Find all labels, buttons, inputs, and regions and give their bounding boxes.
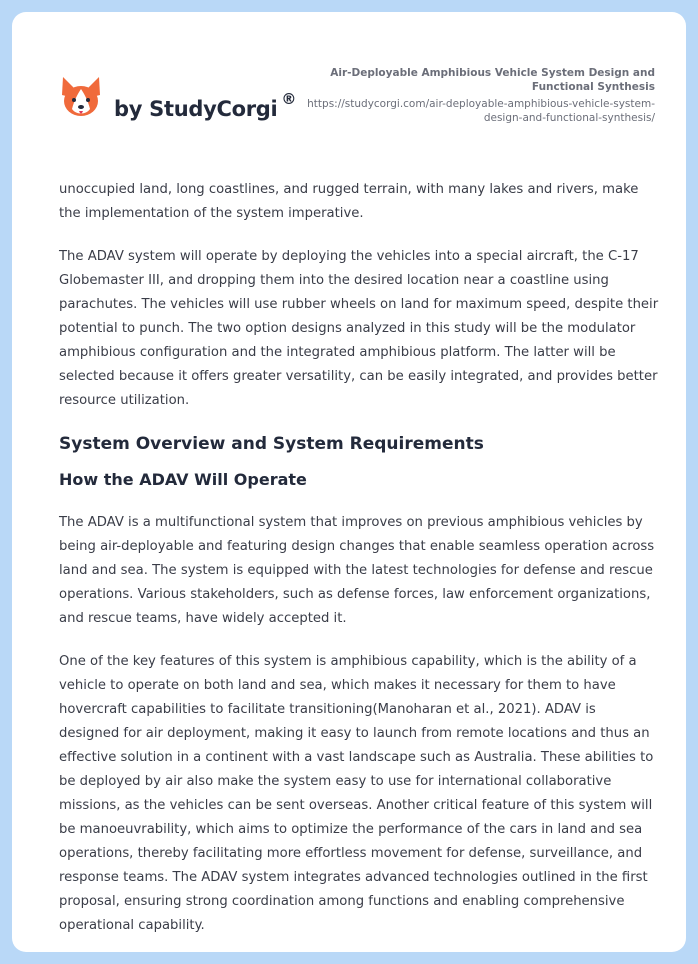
- paragraph: The ADAV is a multifunctional system that improves on previous amphibious vehicles by being air-deployable and featuring design changes that enable seamless operation across land and sea. The system is equipped with the latest technologies for defense and rescue operations. Various stakeholders, such as defense forces, law enforcement organizations, and rescue teams, have widely accepted it.: [59, 515, 655, 626]
- registered-mark: ®: [281, 90, 297, 108]
- corgi-logo-icon[interactable]: [60, 75, 102, 121]
- page-header: [12, 12, 686, 162]
- document-title: Air-Deployable Amphibious Vehicle System Design and Functional Synthesis: [330, 67, 655, 93]
- brand-name[interactable]: [114, 90, 297, 121]
- section-heading: System Overview and System Requirements: [59, 434, 484, 454]
- paragraph: The ADAV system will operate by deploying the vehicles into a special aircraft, the C-17 Globemaster III, and dropping them into the desired location near a coastline using parachutes. The vehicles will use rubber wheels on land for maximum speed, despite their potential to punch. The two option designs analyzed in this study will be the modulator amphibious configuration and the integrated amphibious platform. The latter will be selected because it offers greater versatility, can be easily integrated, and provides better resource utilization.: [59, 249, 659, 408]
- paragraph: One of the key features of this system is amphibious capability, which is the ability of a vehicle to operate on both land and sea, which makes it necessary for them to have hovercraft capabilities to facilitate transitioning(Manoharan et al., 2021). ADAV is designed for air deployment, making it easy to launch from remote locations and thus an effective solution in a continent with a vast landscape such as Australia. These abilities to be deployed by air also make the system easy to use for international collaborative missions, as the vehicles can be sent overseas. Another critical feature of this system will be manoeuvrability, which aims to optimize the performance of the cars in land and sea operations, thereby facilitating more effortless movement for defense, surveillance, and response teams. The ADAV system integrates advanced technologies outlined in the first proposal, ensuring strong coordination among functions and enabling comprehensive operational capability.: [59, 654, 654, 933]
- subsection-heading: How the ADAV Will Operate: [59, 470, 307, 489]
- brand-text: by StudyCorgi: [114, 97, 278, 121]
- document-url-link[interactable]: https://studycorgi.com/air-deployable-amphibious-vehicle-system-design-and-functional-synthesis/: [307, 98, 655, 124]
- document-page: [12, 12, 686, 952]
- article-body: [59, 178, 659, 952]
- paragraph: unoccupied land, long coastlines, and rugged terrain, with many lakes and rivers, make the implementation of the system imperative.: [59, 182, 639, 221]
